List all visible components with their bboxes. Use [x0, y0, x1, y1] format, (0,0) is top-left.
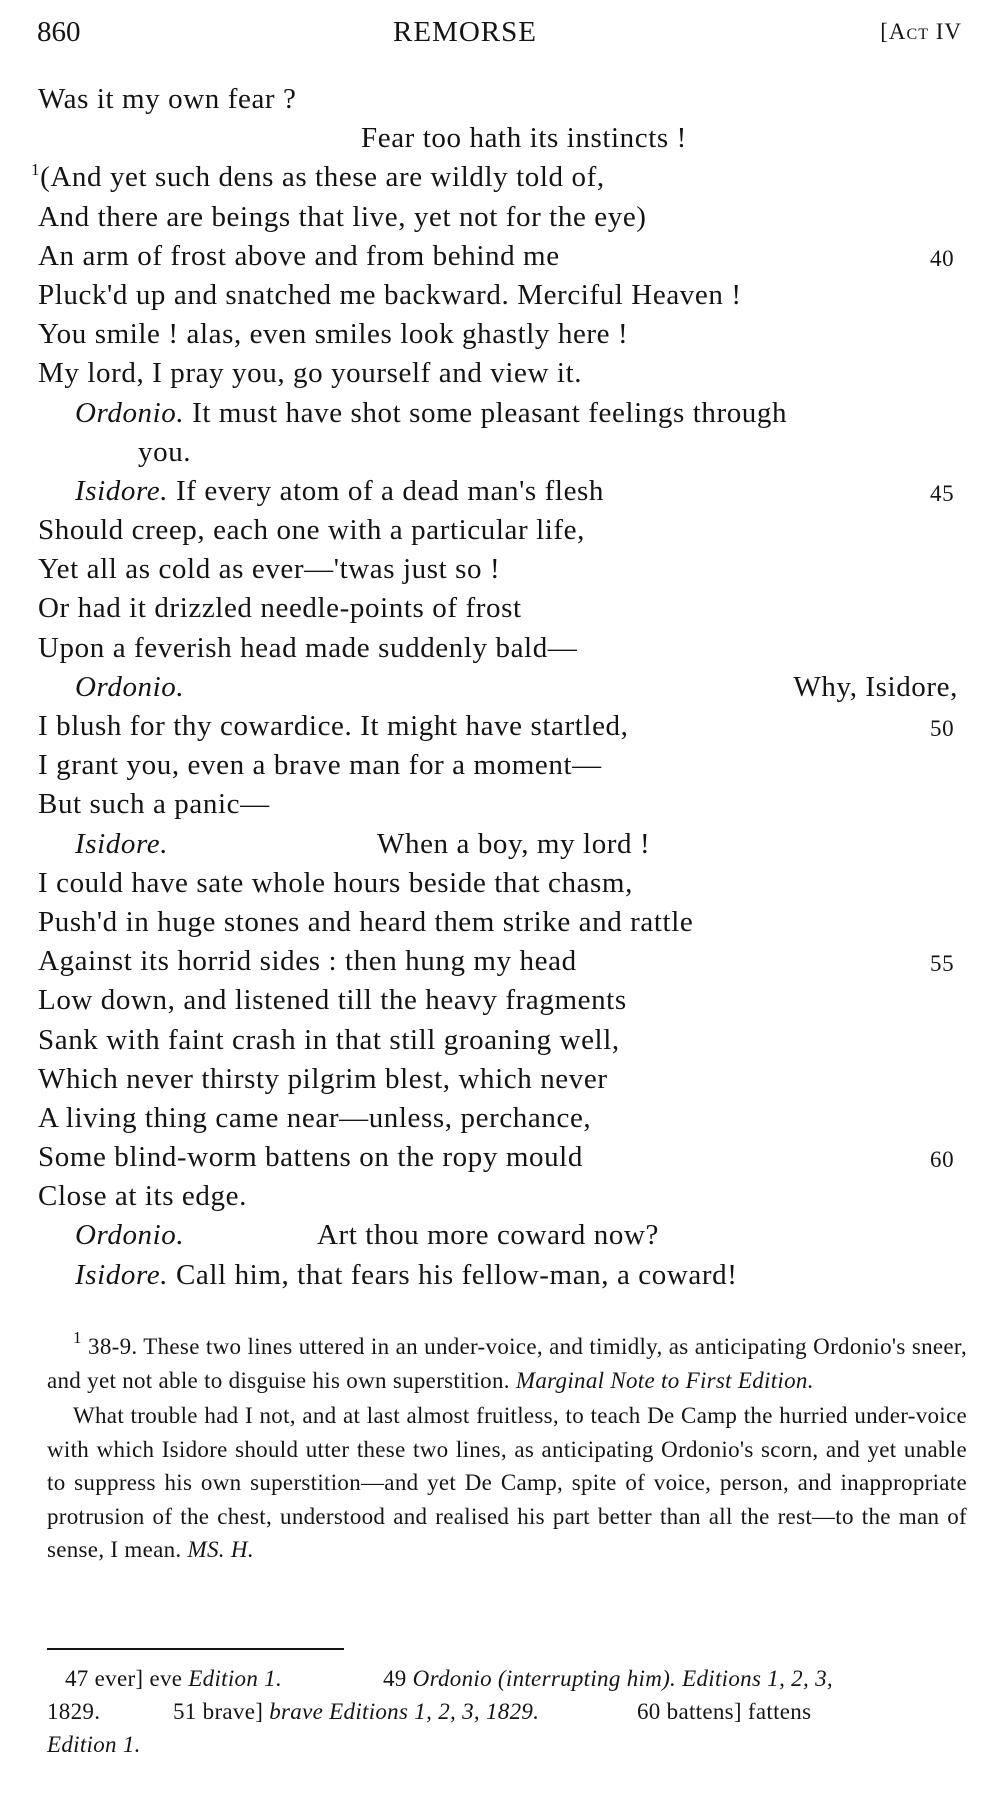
verse-line: Isidore. Call him, that fears his fellow-man, a coward!: [75, 1258, 738, 1291]
textual-variants: [47, 1662, 967, 1761]
footnotes: [47, 1330, 967, 1567]
variant-row: Edition 1.: [47, 1732, 141, 1757]
act-label: [Act IV: [880, 19, 962, 44]
verse-line: Against its horrid sides : then hung my head 55: [38, 942, 958, 981]
verse-line: Ordonio. Why, Isidore,: [75, 670, 958, 703]
footnote: $^1$ 38-9. These two lines uttered in an under-voice, and timidly, as anticipating Ordonio's sneer, and yet not able to disguise his own superstition. Marginal Note to First Edition.: [47, 1328, 967, 1393]
verse-line: Fear too hath its instincts !: [361, 122, 687, 155]
line-number: 55: [930, 951, 955, 977]
verse-line: Ordonio. It must have shot some pleasant feelings through: [75, 396, 788, 429]
verse-block: [31, 80, 958, 1295]
verse-line: Was it my own fear ?: [38, 83, 297, 115]
running-title: REMORSE: [393, 16, 537, 48]
footnote: What trouble had I not, and at last almost fruitless, to teach De Camp the hurried under-voice with which Isidore should utter these two lines, as anticipating Ordonio's scorn, and yet unable to suppress his own superstition—and yet De Camp, spite of voice, person, and inappropriate protrusion of the chest, understood and realised his part better than all the rest—to the man of sense, I mean. MS. H.: [47, 1403, 967, 1562]
verse-line: You smile ! alas, even smiles look ghastly here !: [38, 318, 629, 351]
footnote-rule: [47, 1648, 344, 1650]
verse-line: Low down, and listened till the heavy fragments: [38, 984, 627, 1017]
page-number: 860: [37, 16, 81, 48]
verse-line: I could have sate whole hours beside that chasm,: [38, 866, 633, 899]
verse-line: Push'd in huge stones and heard them strike and rattle: [38, 905, 694, 938]
speaker-name: Isidore.: [75, 474, 169, 507]
footnote-marker: 1: [73, 1328, 82, 1347]
footnote-marker: 1: [31, 160, 41, 180]
verse-line: I blush for thy cowardice. It might have startled, 50: [38, 707, 958, 746]
verse-line: Pluck'd up and snatched me backward. Merciful Heaven !: [38, 278, 742, 311]
verse-line: An arm of frost above and from behind me 40: [38, 237, 958, 276]
speaker-name: Ordonio.: [75, 1219, 185, 1252]
speaker-name: Ordonio.: [75, 670, 185, 703]
note-source: MS. H.: [187, 1537, 254, 1562]
speaker-name: Isidore.: [75, 827, 169, 860]
verse-line: And there are beings that live, yet not for the eye): [38, 200, 647, 233]
verse-line: Yet all as cold as ever—'twas just so !: [38, 553, 501, 586]
verse-line: Which never thirsty pilgrim blest, which never: [38, 1062, 608, 1095]
verse-line: Should creep, each one with a particular life,: [38, 514, 585, 547]
verse-line: A living thing came near—unless, perchance,: [38, 1101, 592, 1134]
verse-line: Isidore. If every atom of a dead man's flesh 45: [38, 472, 958, 511]
line-number: 50: [930, 716, 955, 741]
verse-line: I grant you, even a brave man for a moment—: [38, 749, 602, 782]
verse-line: Close at its edge.: [38, 1180, 247, 1213]
verse-line: Sank with faint crash in that still groaning well,: [38, 1023, 620, 1056]
verse-line: My lord, I pray you, go yourself and view it.: [38, 357, 583, 390]
verse-line: Some blind-worm battens on the ropy mould 60: [38, 1138, 958, 1177]
verse-line: Or had it drizzled needle-points of frost: [38, 592, 522, 625]
line-number: 60: [930, 1147, 955, 1173]
verse-line: But such a panic—: [38, 788, 270, 821]
variant-row: 47 ever] eve Edition 1. 49 Ordonio (interrupting him). Editions 1, 2, 3,: [65, 1666, 833, 1691]
note-source: Marginal Note to First Edition.: [515, 1367, 814, 1393]
line-number: 40: [930, 245, 955, 271]
verse-line: Ordonio. Art thou more coward now?: [75, 1219, 659, 1252]
verse-line: Upon a feverish head made suddenly bald—: [38, 631, 578, 664]
speaker-name: Isidore.: [75, 1258, 169, 1291]
line-number: 45: [930, 480, 955, 506]
verse-line: Isidore. When a boy, my lord !: [75, 827, 651, 860]
speaker-name: Ordonio.: [75, 396, 185, 429]
verse-line: $^1$(And yet such dens as these are wildly told of,: [31, 160, 605, 194]
variant-row: 1829. 51 brave] brave Editions 1, 2, 3, 1829. 60 battens] fattens: [47, 1699, 812, 1724]
verse-line-continuation: you.: [138, 435, 192, 468]
